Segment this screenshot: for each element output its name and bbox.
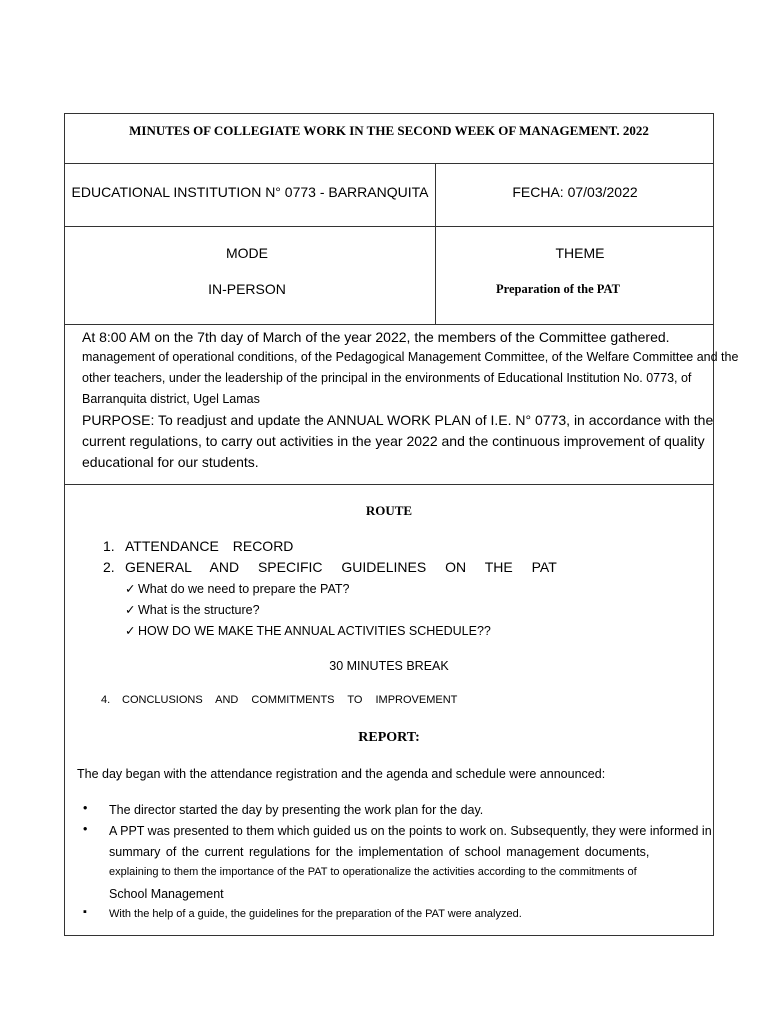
intro-line: Barranquita district, Ugel Lamas (82, 392, 260, 406)
bullet-icon: ▪ (83, 906, 87, 918)
route-subitem-text: What do we need to prepare the PAT? (138, 582, 350, 596)
route-item: ATTENDANCE RECORD (125, 538, 294, 554)
purpose-line: educational for our students. (82, 454, 259, 470)
theme-label: THEME (555, 245, 605, 261)
route-item-number: 2. (103, 559, 115, 575)
checkmark-icon: ✓ (125, 582, 136, 596)
meeting-date: FECHA: 07/03/2022 (512, 184, 638, 200)
intro-line: At 8:00 AM on the 7th day of March of the year 2022, the members of the Committee gathered. (82, 329, 670, 345)
report-bullet: The director started the day by presenting the work plan for the day. (109, 803, 484, 817)
purpose-line: current regulations, to carry out activities in the year 2022 and the continuous improvement of quality (82, 433, 705, 449)
purpose-line: PURPOSE: To readjust and update the ANNUAL WORK PLAN of I.E. N° 0773, in accordance with the (82, 412, 714, 428)
route-item-number: 1. (103, 538, 115, 554)
mode-label: MODE (226, 245, 268, 261)
report-bullet: With the help of a guide, the guidelines for the preparation of the PAT were analyzed. (109, 908, 522, 920)
report-intro: The day began with the attendance registration and the agenda and schedule were announced: (77, 767, 606, 781)
report-bullet: A PPT was presented to them which guided us on the points to work on. Subsequently, they were informed in (109, 824, 712, 838)
route-report-section (65, 485, 713, 935)
route-subitem (125, 602, 260, 617)
institution-name: EDUCATIONAL INSTITUTION N° 0773 - BARRANQUITA (71, 184, 429, 200)
document-title: MINUTES OF COLLEGIATE WORK IN THE SECOND WEEK OF MANAGEMENT. 2022 (129, 123, 649, 138)
institution-row (65, 164, 713, 227)
report-bullet-cont: School Management (109, 887, 224, 901)
theme-value: Preparation of the PAT (496, 282, 620, 296)
report-bullet-cont: explaining to them the importance of the PAT to operationalize the activities according to the commitments of (109, 866, 637, 878)
bullet-icon: • (83, 801, 88, 815)
route-subitem (125, 623, 491, 638)
route-subitem-text: What is the structure? (138, 603, 260, 617)
report-bullet-cont: summary of the current regulations for the implementation of school management documents, (109, 845, 650, 859)
route-item-number: 4. (101, 694, 111, 706)
mode-value: IN-PERSON (208, 281, 286, 297)
intro-line: other teachers, under the leadership of the principal in the environments of Educational Institution No. 0773, of (82, 371, 692, 385)
route-item: CONCLUSIONS AND COMMITMENTS TO IMPROVEMENT (122, 694, 458, 706)
route-item: GENERAL AND SPECIFIC GUIDELINES ON THE PAT (125, 559, 557, 575)
intro-line: management of operational conditions, of the Pedagogical Management Committee, of the Welfare Committee and the (82, 350, 739, 364)
route-heading: ROUTE (365, 503, 413, 518)
report-heading: REPORT: (358, 730, 420, 745)
checkmark-icon: ✓ (125, 603, 136, 617)
break-label: 30 MINUTES BREAK (329, 659, 449, 673)
route-subitem-text: HOW DO WE MAKE THE ANNUAL ACTIVITIES SCHEDULE?? (138, 624, 491, 638)
checkmark-icon: ✓ (125, 624, 136, 638)
title-row (65, 114, 713, 164)
intro-row (65, 325, 739, 485)
minutes-document (64, 113, 739, 936)
route-subitem (125, 581, 349, 596)
bullet-icon: • (83, 822, 88, 836)
mode-theme-row (65, 227, 713, 325)
